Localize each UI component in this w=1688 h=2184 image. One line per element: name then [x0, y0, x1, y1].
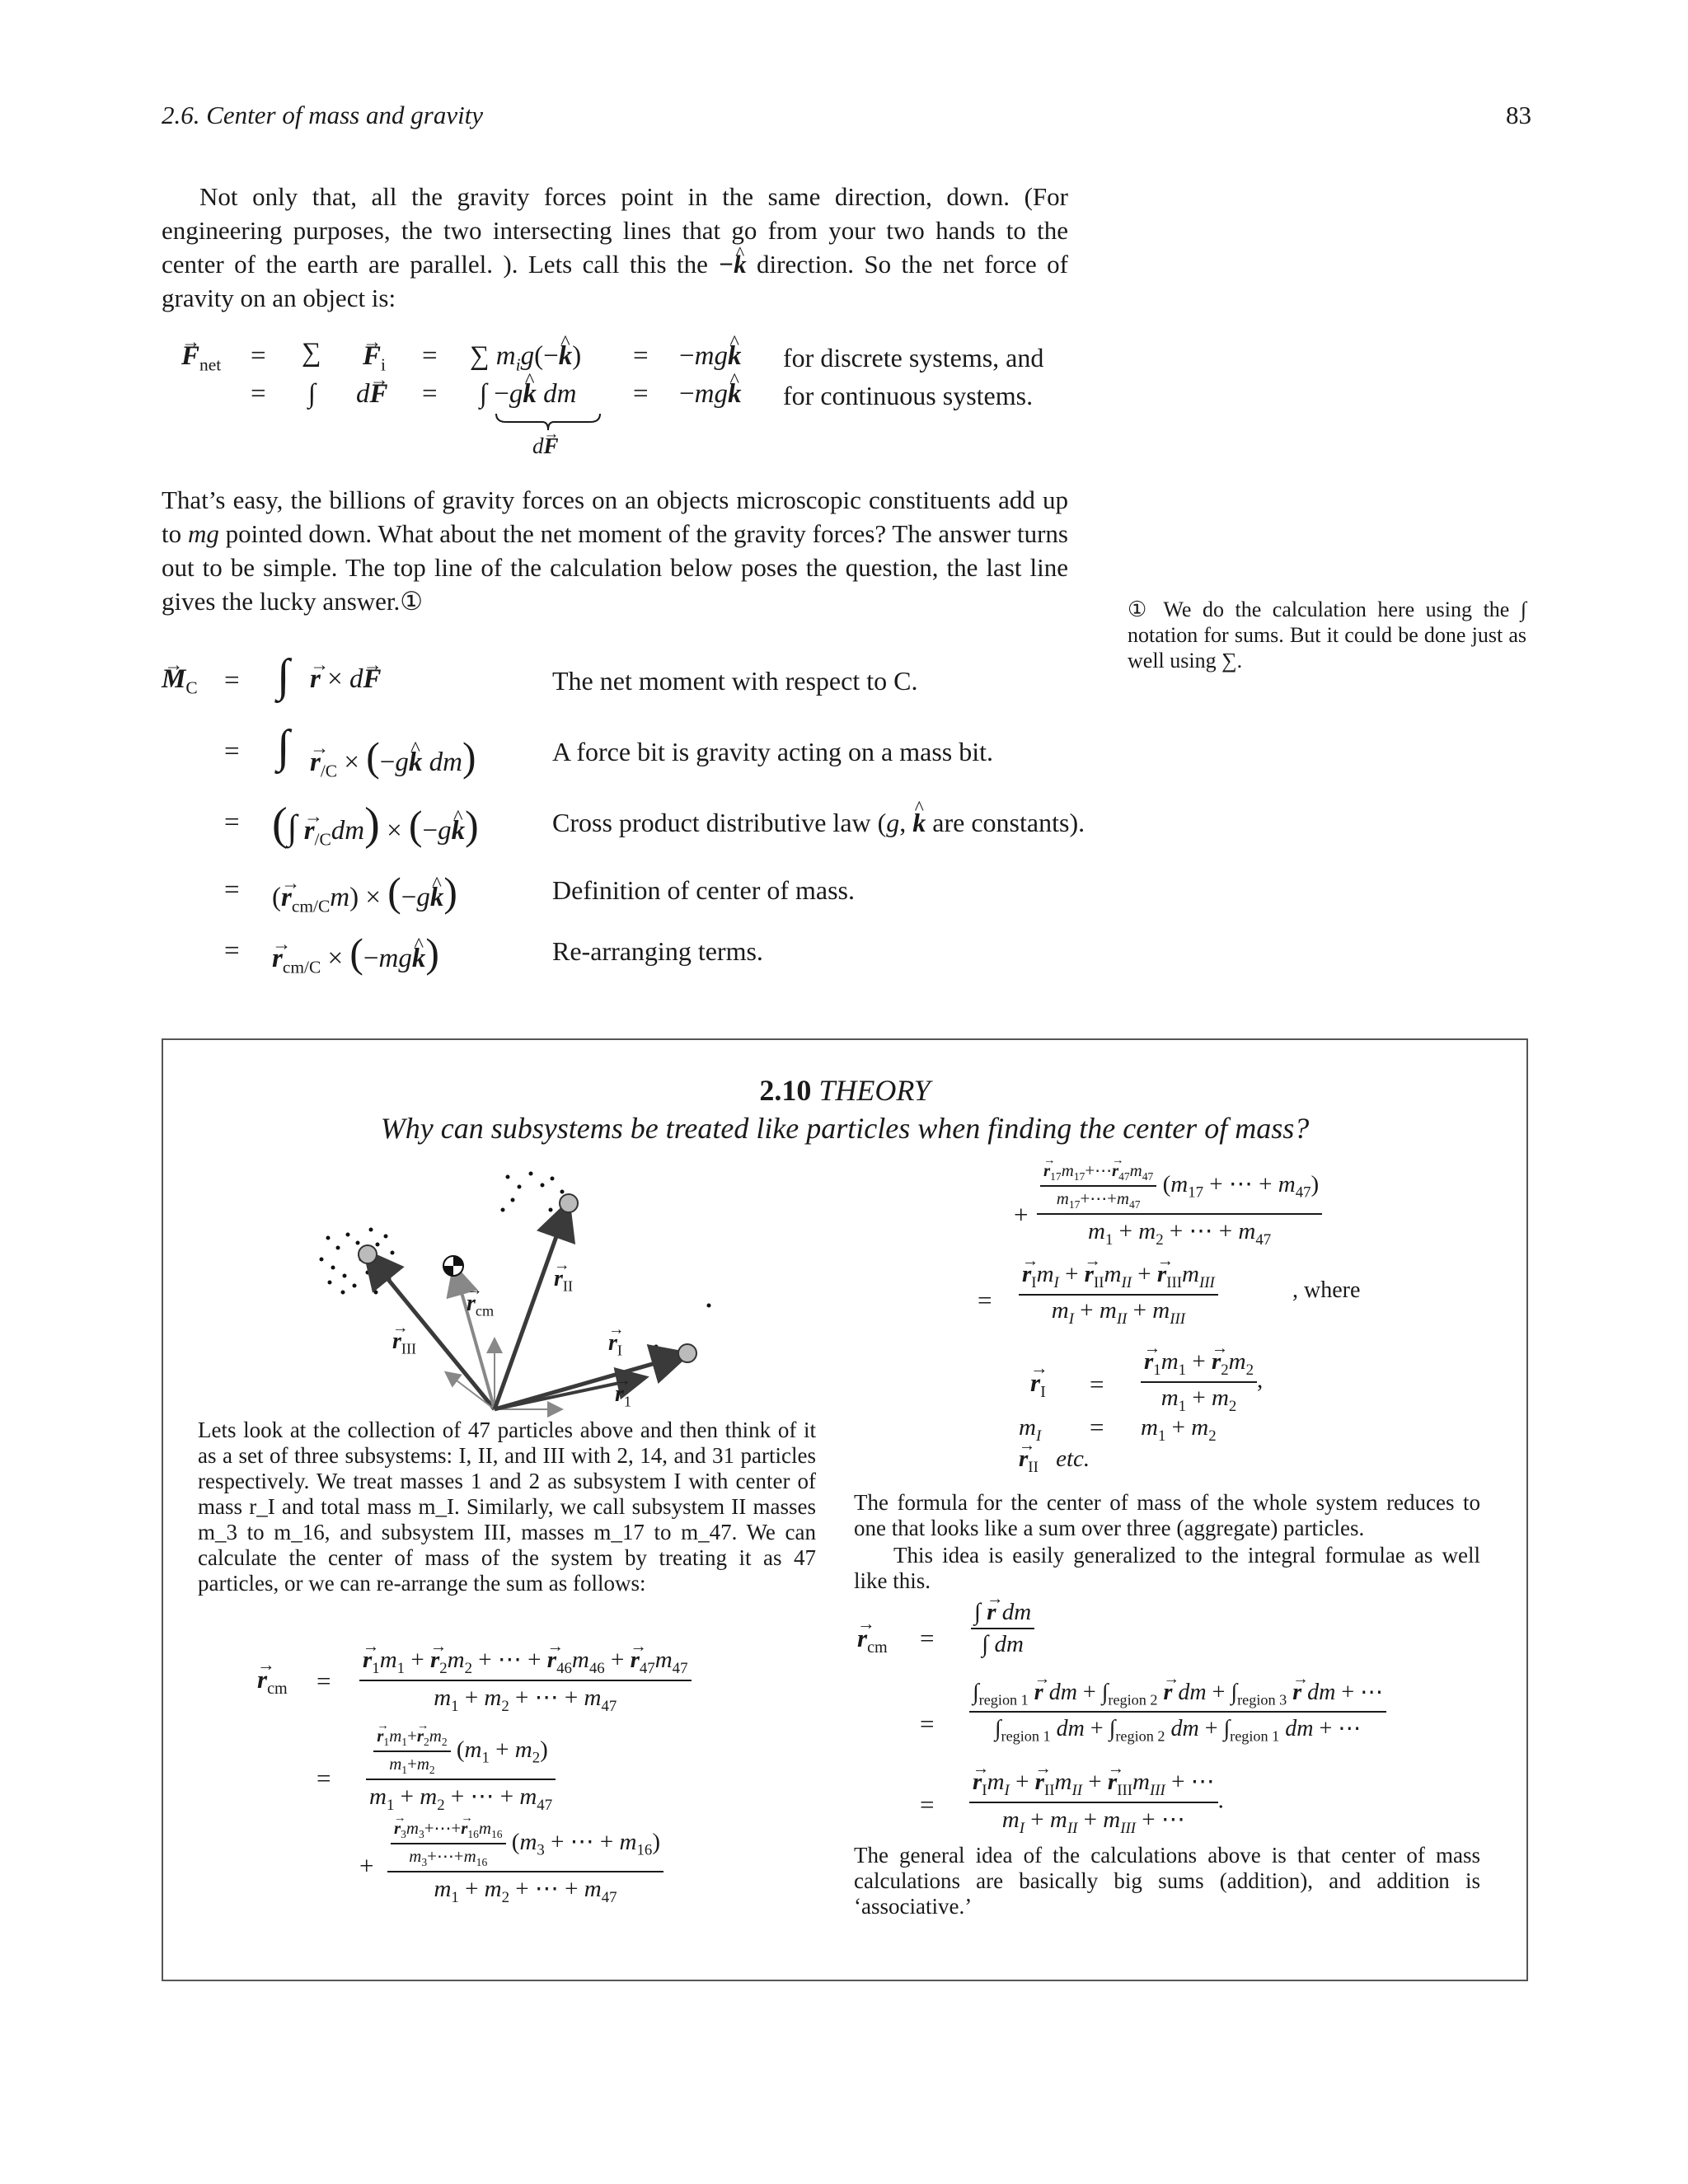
theory-title: 2.10 THEORY	[759, 1074, 931, 1107]
eq-sign: =	[251, 341, 266, 371]
r-I-arrow	[495, 1355, 684, 1409]
r-II-arrow	[495, 1207, 567, 1409]
eq-sign: =	[978, 1286, 992, 1315]
particle-dots	[320, 1172, 711, 1349]
eq-sign: =	[316, 1666, 331, 1695]
subsystem-III-marker	[359, 1245, 377, 1263]
para2-text-a: That’s easy, the billions of gravity forces on an objects microscopic constituents add up to	[162, 485, 1068, 548]
mg-inline: mg	[187, 519, 219, 548]
moment-comment-5: Re-arranging terms.	[552, 936, 763, 966]
sum-symbol: ∑	[302, 338, 321, 368]
para2-text-b: pointed down. What about the net moment of the gravity forces? The answer turns out to be simple. The top line of the calculation below poses the question, the last line gives the lucky answer.	[162, 519, 1069, 616]
plus-sign: +	[1014, 1200, 1029, 1229]
eq-sign: =	[633, 341, 649, 371]
moment-comment-1: The net moment with respect to C.	[552, 666, 918, 696]
minus-k-direction: −^ k	[718, 250, 746, 279]
particle-figure	[297, 1162, 758, 1434]
subsystem-I-fraction: → $\frac{r_1m_1+\to r_2m_2}{m_1+m_2}$ $(m_1 + m_2)$ $m_1 + m_2$ + ⋯ + $m_{47}$	[366, 1726, 556, 1815]
mc-label: → $M_C$	[162, 664, 198, 699]
aggregate-fraction: → $\frac{r_Im_I + \to r_{II}m_{II} + \to r_{III}m_{III} + \cdots}{m_I + m_{II} + m_{III} + \cdots}$ .	[969, 1767, 1224, 1838]
eq-sign: =	[224, 808, 240, 837]
moment-comment-3: Cross product distributive law (g, ^ k are constants).	[552, 808, 1085, 838]
rI-fraction: → $\frac{r_1m_1 + \to r_2m_2}{m_1 + m_2}$ ,	[1141, 1348, 1263, 1416]
fi-term: → $F_i$	[363, 341, 386, 376]
eq-sign: =	[422, 341, 438, 371]
three-particle-fraction: → $\frac{r_Im_I + \to r_{II}m_{II} + \to r_{III}m_{III}}{m_I + m_{II} + m_{III}}$	[1019, 1261, 1218, 1329]
subsystem-III-fraction: → $\frac{r_{17}m_{17}+\cdots\to r_{47}m_{47}}{m_{17}+\cdots+m_{47}}$ ($m_{17}$ + ⋯ + $m_{47}$) $m_1 + m_2$ + ⋯ + $m_{47}$	[1037, 1160, 1322, 1249]
theory-right-paragraph-3: The general idea of the calculations above is that center of mass calculations are basically big sums (addition), and addition is ‘associative.’	[854, 1843, 1480, 1919]
mI-value: $m_1 + m_2$	[1141, 1414, 1217, 1445]
integral-symbol: ∫	[308, 379, 316, 409]
gk-dm-term: ∫ −g^ k dm	[480, 379, 577, 410]
rII-label: → $r_{II}$ etc.	[1019, 1446, 1090, 1477]
eq-sign: =	[633, 379, 649, 409]
neg-mgk: −mg^ k	[679, 341, 741, 372]
underbrace-label: d→ F	[532, 434, 559, 459]
rI-label: → $r_I$	[1030, 1368, 1046, 1402]
sum-mg-term: ∑ $m_ig(-\^{}$ k)	[470, 341, 581, 376]
region-integral-fraction: $\frac{\int_{region 1} \to r dm + \int_{region 2} \to r dm + \int_{region 3} \to r dm + \cdots}{\int_{region 1} dm + \int_{region 2} dm + \int_{region 1} dm + \cdots}$	[969, 1678, 1386, 1745]
integral-symbol: ∫	[277, 650, 290, 701]
label-r-cm: → $r_{cm}$	[467, 1291, 494, 1320]
eq-sign: =	[422, 379, 438, 409]
footnote-mark[interactable]: ①	[400, 587, 424, 616]
rcm-sum-fraction: → $\frac{r_1m_1 + \to r_2m_2 + \cdots + \to r_{46}m_{46} + \to r_{47}m_{47}}{m_1 + m_2 + \cdots + m_{47}}$	[359, 1645, 692, 1716]
eq-sign: =	[224, 737, 240, 766]
subsystem-II-marker	[560, 1194, 578, 1212]
integral-symbol: ∫	[277, 721, 290, 772]
r-c-cross-gk-dm: → $r_{/C}$ × (−g^ k dm)	[310, 733, 476, 782]
margin-note-text-c: .	[1236, 649, 1243, 673]
para1-text-a: Not only that, all the gravity forces point in the same direction, down. (For engineering purposes, the two intersecting lines that go from your two hands to the center of the earth are parallel. ). Lets call this the	[162, 182, 1068, 279]
fnet-label: → $F_{net}$	[181, 341, 221, 376]
eq-sign: =	[1090, 1370, 1104, 1399]
label-r-III: → $r_{III}$	[392, 1329, 416, 1358]
discrete-comment: for discrete systems, and	[783, 343, 1044, 373]
neg-mgk: −mg^ k	[679, 379, 741, 410]
mI-label: $m_I$	[1019, 1414, 1042, 1445]
eq-sign: =	[316, 1764, 331, 1793]
theory-right-paragraph-2: This idea is easily generalized to the integral formulae as well like this.	[854, 1543, 1480, 1593]
label-r-I: → $r_I$	[608, 1330, 622, 1360]
moment-comment-2: A force bit is gravity acting on a mass bit.	[552, 737, 993, 766]
margin-note	[1128, 597, 1526, 673]
page-number: 83	[1506, 101, 1531, 129]
plus-sign: +	[359, 1851, 374, 1880]
rcm-label: → $r_{cm}$	[257, 1665, 288, 1699]
label-r-1: → $r_1$	[615, 1381, 631, 1411]
distributive-term: (∫ → $r_{/C}dm$) × (−g^ k)	[272, 798, 479, 851]
label-r-II: → $r_{II}$	[554, 1266, 573, 1296]
where-text: , where	[1292, 1277, 1361, 1303]
eq-sign: =	[920, 1624, 935, 1652]
sum-symbol: ∑	[1221, 649, 1237, 673]
subsystem-I-marker	[678, 1344, 696, 1362]
eq-sign: =	[251, 379, 266, 409]
theory-left-paragraph: Lets look at the collection of 47 particles above and then think of it as a set of three subsystems: I, II, and III with 2, 14, and 31 particles respectively. We treat masses 1 and 2 as subsystem I with center of mass r_I and total mass m_I. Similarly, we call subsystem II masses m_3 to m_16, and subsystem III, masses m_17 to m_47. We can calculate the center of mass of the system by treating it as 47 particles, or we can re-arrange the sum as follows:	[198, 1418, 816, 1596]
integral-fraction: $\frac{\text{∫ → r dm}}{\int dm}$	[971, 1599, 1034, 1658]
margin-note-text-a: We do the calculation here using the	[1152, 598, 1521, 621]
subsystem-II-fraction: → $\frac{r_3m_3+\cdots+\to r_{16}m_{16}}{m_3+\cdots+m_{16}}$ ($m_3$ + ⋯ + $m_{16}$) $m_1 + m_2$ + ⋯ + $m_{47}$	[387, 1818, 663, 1907]
rcm-cross-mgk: → $r_{cm/C}$ × (−mg^ k)	[272, 930, 439, 978]
rcm-term: (→ $r_{cm/C}m$) × (−g^ k)	[272, 869, 457, 917]
eq-sign: =	[224, 936, 240, 966]
continuous-comment: for continuous systems.	[783, 381, 1034, 410]
margin-note-mark: ①	[1128, 598, 1153, 621]
moment-comment-4: Definition of center of mass.	[552, 875, 855, 905]
theory-right-paragraph-1: The formula for the center of mass of the whole system reduces to one that looks like a sum over three (aggregate) particles.	[854, 1490, 1480, 1540]
eq-sign: =	[920, 1790, 935, 1819]
para1-text-b: direction. So the net force of gravity on an object is:	[162, 250, 1068, 312]
eq-sign: =	[224, 666, 240, 696]
eq-sign: =	[224, 875, 240, 905]
section-title: 2.6. Center of mass and gravity	[162, 101, 484, 129]
integral-symbol: ∫	[1520, 598, 1526, 621]
margin-note-text-b: notation for sums. But it could be done just as well using	[1128, 623, 1526, 673]
r-cross-dF: → r × d→ F	[310, 664, 381, 695]
moment-paragraph	[162, 483, 1068, 618]
rcm-label: → $r_{cm}$	[857, 1624, 888, 1657]
theory-subtitle: Why can subsystems be treated like particles when finding the center of mass?	[380, 1112, 1310, 1145]
eq-sign: =	[1090, 1413, 1104, 1441]
eq-sign: =	[920, 1709, 935, 1738]
dF-term: d→ F	[356, 379, 388, 410]
r-III-arrow	[368, 1254, 495, 1409]
intro-paragraph	[162, 180, 1068, 315]
cm-marker	[443, 1256, 463, 1276]
